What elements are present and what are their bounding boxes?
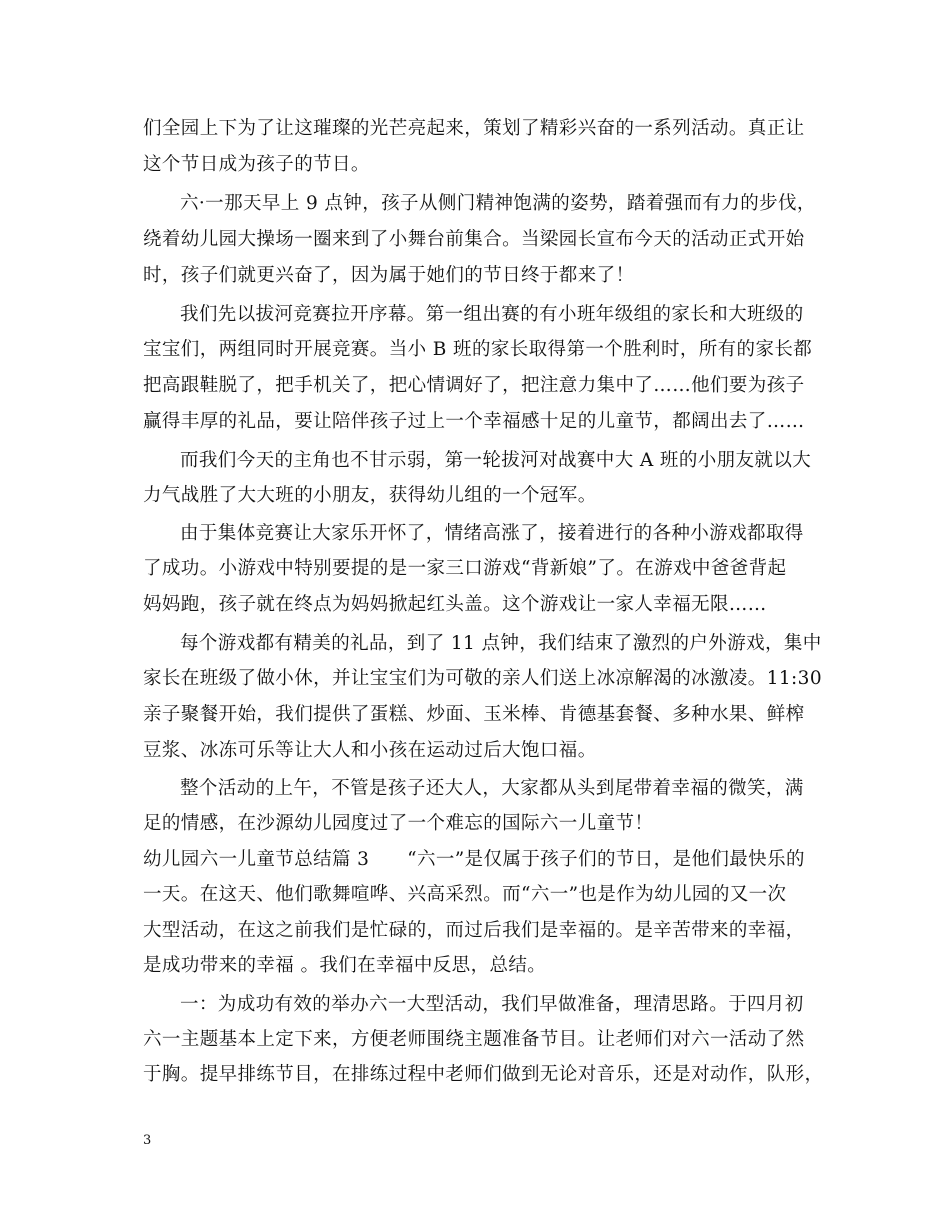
text-line: 是成功带来的幸福 。我们在幸福中反思，总结。	[143, 955, 547, 976]
text-line: 六一主题基本上定下来，方便老师围绕主题准备节目。让老师们对六一活动了然	[143, 1029, 805, 1050]
text-line: 于胸。提早排练节目，在排练过程中老师们做到无论对音乐，还是对动作，队形，	[143, 1064, 824, 1085]
text-line: 力气战胜了大大班的小朋友，获得幼儿组的一个冠军。	[143, 485, 597, 506]
text-line: 赢得丰厚的礼品，要让陪伴孩子过上一个幸福感十足的儿童节，都阔出去了……	[143, 411, 805, 432]
paragraph-start-line: 一：为成功有效的举办六一大型活动，我们早做准备，理清思路。于四月初	[180, 994, 804, 1015]
paragraph-start-line: 而我们今天的主角也不甘示弱，第一轮拔河对战赛中大 A 班的小朋友就以大	[180, 450, 812, 471]
text-line: 家长在班级了做小休，并让宝宝们为可敬的亲人们送上冰凉解渴的冰激凌。11:30	[143, 668, 823, 689]
text-line: 把高跟鞋脱了，把手机关了，把心情调好了，把注意力集中了……他们要为孩子	[143, 375, 805, 396]
text-line: 大型活动，在这之前我们是忙碌的，而过后我们是幸福的。是辛苦带来的幸福，	[143, 920, 805, 941]
text-line: 时，孩子们就更兴奋了，因为属于她们的节日终于都来了！	[143, 265, 635, 286]
text-line: 足的情感，在沙源幼儿园度过了一个难忘的国际六一儿童节！	[143, 813, 654, 834]
text-line: 宝宝们，两组同时开展竞赛。当小 B 班的家长取得第一个胜利时，所有的家长都	[143, 339, 813, 360]
text-line: 绕着幼儿园大操场一圈来到了小舞台前集合。当梁园长宣布今天的活动正式开始	[143, 229, 805, 250]
text-line: 们全园上下为了让这璀璨的光芒亮起来，策划了精彩兴奋的一系列活动。真正让	[143, 118, 805, 139]
text-line: 妈妈跑，孩子就在终点为妈妈掀起红头盖。这个游戏让一家人幸福无限……	[143, 594, 767, 615]
text-line: 这个节日成为孩子的节日。	[143, 154, 370, 175]
text-line: 豆浆、冰冻可乐等让大人和小孩在运动过后大饱口福。	[143, 740, 597, 761]
page-number: 3	[143, 1133, 152, 1148]
paragraph-start-line: 我们先以拔河竞赛拉开序幕。第一组出赛的有小班年级组的家长和大班级的	[180, 304, 804, 325]
section-heading-line: 幼儿园六一儿童节总结篇 3 “六一”是仅属于孩子们的节日，是他们最快乐的	[143, 849, 805, 870]
paragraph-start-line: 六·一那天早上 9 点钟，孩子从侧门精神饱满的姿势，踏着强而有力的步伐，	[180, 193, 816, 214]
text-line: 一天。在这天、他们歌舞喧哗、兴高采烈。而“六一”也是作为幼儿园的又一次	[143, 884, 787, 905]
paragraph-start-line: 每个游戏都有精美的礼品，到了 11 点钟，我们结束了激烈的户外游戏，集中	[180, 633, 822, 654]
paragraph-start-line: 整个活动的上午，不管是孩子还大人，大家都从头到尾带着幸福的微笑，满	[180, 778, 804, 799]
paragraph-start-line: 由于集体竞赛让大家乐开怀了，情绪高涨了，接着进行的各种小游戏都取得	[180, 523, 804, 544]
text-line: 了成功。小游戏中特别要提的是一家三口游戏“背新娘”了。在游戏中爸爸背起	[143, 558, 787, 579]
text-line: 亲子聚餐开始，我们提供了蛋糕、炒面、玉米棒、肯德基套餐、多种水果、鲜榨	[143, 704, 805, 725]
